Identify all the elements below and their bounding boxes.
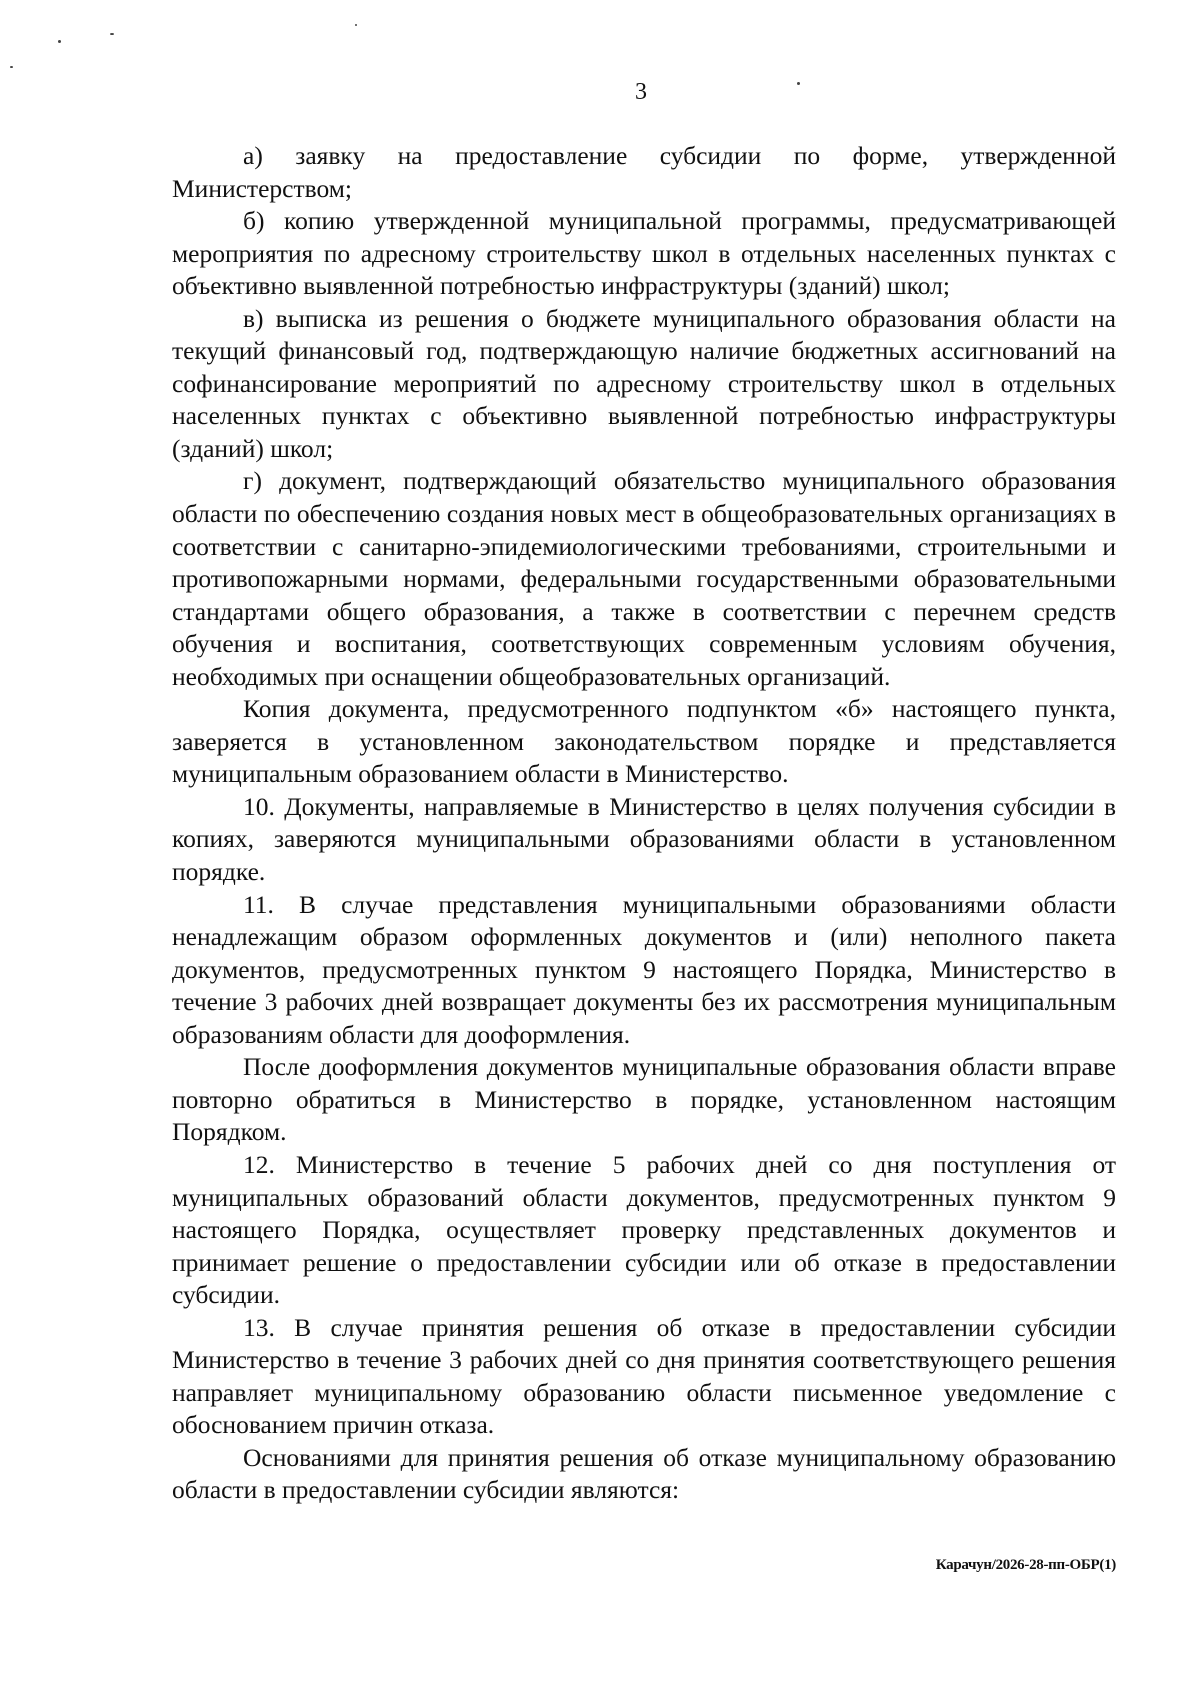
clause-13-paragraph: 13. В случае принятия решения об отказе в предоставлении субсидии Министерство в течение 3 рабочих дней со дня принятия соответствующего решения направляет муниципальному образованию области письменное уведомление с обоснованием причин отказа.: [172, 1312, 1116, 1440]
document-code: Карачун/2026-28-пп-ОБР(1): [935, 1557, 1116, 1573]
clause-12-paragraph: 12. Министерство в течение 5 рабочих дней со дня поступления от муниципальных образований области документов, предусмотренных пунктом 9 настоящего Порядка, осуществляет проверку представленных документов и принимает решение о предоставлении субсидии или об отказе в предоставлении субсидии.: [172, 1149, 1116, 1310]
scan-speck: [355, 24, 357, 26]
clause-10-paragraph: 10. Документы, направляемые в Министерство в целях получения субсидии в копиях, заверяются муниципальными образованиями области в установленном порядке.: [172, 791, 1116, 887]
page-number: 3: [635, 79, 647, 105]
clause-11-paragraph: 11. В случае представления муниципальными образованиями области ненадлежащим образом оформленных документов и (или) неполного пакета документов, предусмотренных пунктом 9 настоящего Порядка, Министерство в течение 3 рабочих дней возвращает документы без их рассмотрения муниципальным образованиям области для дооформления.: [172, 889, 1116, 1049]
resubmission-paragraph: После дооформления документов муниципальные образования области вправе повторно обратиться в Министерство в порядке, установленном настоящим Порядком.: [172, 1052, 1116, 1147]
scan-speck: [58, 40, 61, 43]
subitem-g-paragraph: г) документ, подтверждающий обязательство муниципального образования области по обеспечению создания новых мест в общеобразовательных организациях в соответствии с санитарно-эпидемиологическими требованиями, строительными и противопожарными нормами, федеральными государственными образовательными стандартами общего образования, а также в соответствии с перечнем средств обучения и воспитания, соответствующих современным условиям обучения, необходимых при оснащении общеобразовательных организаций.: [172, 466, 1116, 691]
subitem-b-paragraph: б) копию утвержденной муниципальной программы, предусматривающей мероприятия по адресному строительству школ в отдельных населенных пунктах с объективно выявленной потребностью инфраструктуры (зданий) школ;: [172, 206, 1116, 301]
subitem-a-paragraph: а) заявку на предоставление субсидии по форме, утвержденной Министерством;: [172, 141, 1116, 203]
scan-speck: [110, 33, 114, 35]
subitem-v-paragraph: в) выписка из решения о бюджете муниципального образования области на текущий финансовый год, подтверждающую наличие бюджетных ассигнований на софинансирование мероприятий по адресному строительству школ в отдельных населенных пунктах с объективно выявленной потребностью инфраструктуры (зданий) школ;: [172, 303, 1116, 463]
refusal-grounds-paragraph: Основаниями для принятия решения об отказе муниципальному образованию области в предоставлении субсидии являются:: [172, 1442, 1116, 1505]
scan-speck: [10, 66, 13, 68]
document-body: [172, 140, 1116, 1507]
copy-certification-paragraph: Копия документа, предусмотренного подпунктом «б» настоящего пункта, заверяется в установленном законодательством порядке и представляется муниципальным образованием области в Министерство.: [172, 694, 1116, 789]
